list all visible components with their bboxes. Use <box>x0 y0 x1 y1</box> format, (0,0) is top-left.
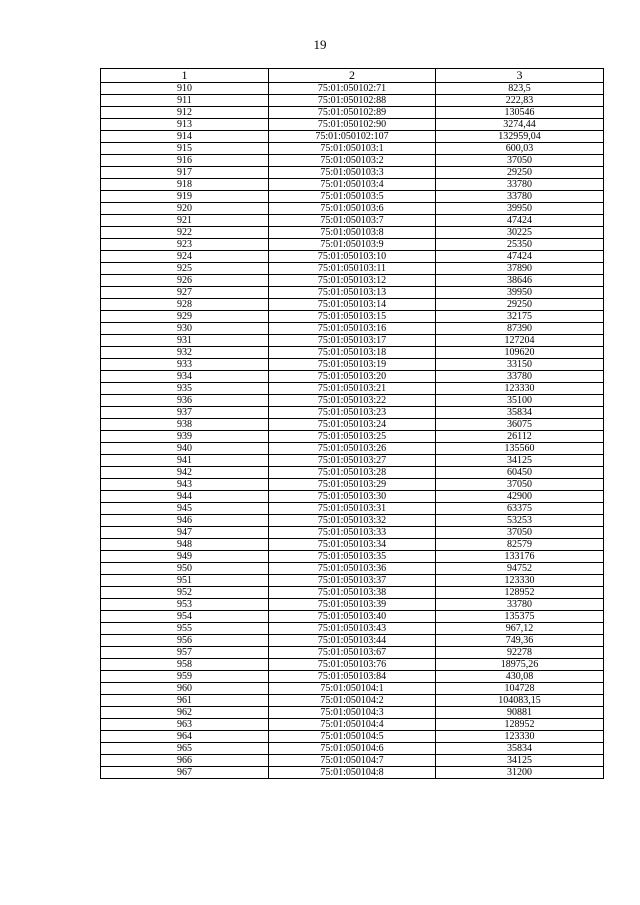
table-row <box>101 95 604 107</box>
row-number-cell: 939 <box>101 431 269 443</box>
cadastral-number-cell: 75:01:050104:2 <box>269 695 436 707</box>
table-row <box>101 347 604 359</box>
value-cell: 53253 <box>436 515 604 527</box>
value-cell: 18975,26 <box>436 659 604 671</box>
table-row <box>101 119 604 131</box>
row-number-cell: 937 <box>101 407 269 419</box>
cadastral-number-cell: 75:01:050103:29 <box>269 479 436 491</box>
table-row <box>101 515 604 527</box>
value-cell: 36075 <box>436 419 604 431</box>
row-number-cell: 912 <box>101 107 269 119</box>
cadastral-number-cell: 75:01:050103:22 <box>269 395 436 407</box>
table-header <box>101 69 604 83</box>
table-row <box>101 563 604 575</box>
cadastral-number-cell: 75:01:050103:40 <box>269 611 436 623</box>
table-row <box>101 455 604 467</box>
table-row <box>101 179 604 191</box>
value-cell: 33780 <box>436 371 604 383</box>
cadastral-number-cell: 75:01:050103:30 <box>269 491 436 503</box>
value-cell: 39950 <box>436 287 604 299</box>
cadastral-number-cell: 75:01:050104:8 <box>269 767 436 779</box>
table-body <box>101 83 604 779</box>
table-row <box>101 335 604 347</box>
row-number-cell: 923 <box>101 239 269 251</box>
row-number-cell: 959 <box>101 671 269 683</box>
table-row <box>101 479 604 491</box>
table-row <box>101 395 604 407</box>
table-row <box>101 551 604 563</box>
cadastral-number-cell: 75:01:050102:89 <box>269 107 436 119</box>
value-cell: 31200 <box>436 767 604 779</box>
row-number-cell: 960 <box>101 683 269 695</box>
table-row <box>101 287 604 299</box>
cadastral-number-cell: 75:01:050103:37 <box>269 575 436 587</box>
column-header-1: 1 <box>101 69 269 83</box>
value-cell: 26112 <box>436 431 604 443</box>
table-row <box>101 215 604 227</box>
cadastral-number-cell: 75:01:050103:18 <box>269 347 436 359</box>
cadastral-number-cell: 75:01:050103:26 <box>269 443 436 455</box>
table-row <box>101 227 604 239</box>
table-row <box>101 371 604 383</box>
row-number-cell: 933 <box>101 359 269 371</box>
value-cell: 60450 <box>436 467 604 479</box>
value-cell: 37050 <box>436 155 604 167</box>
row-number-cell: 920 <box>101 203 269 215</box>
cadastral-number-cell: 75:01:050103:2 <box>269 155 436 167</box>
cadastral-number-cell: 75:01:050104:3 <box>269 707 436 719</box>
row-number-cell: 921 <box>101 215 269 227</box>
table-row <box>101 527 604 539</box>
row-number-cell: 950 <box>101 563 269 575</box>
cadastral-number-cell: 75:01:050103:10 <box>269 251 436 263</box>
cadastral-number-cell: 75:01:050102:71 <box>269 83 436 95</box>
row-number-cell: 967 <box>101 767 269 779</box>
table-row <box>101 755 604 767</box>
value-cell: 123330 <box>436 383 604 395</box>
value-cell: 967,12 <box>436 623 604 635</box>
value-cell: 823,5 <box>436 83 604 95</box>
row-number-cell: 931 <box>101 335 269 347</box>
row-number-cell: 918 <box>101 179 269 191</box>
table-row <box>101 683 604 695</box>
cadastral-number-cell: 75:01:050104:1 <box>269 683 436 695</box>
table-row <box>101 323 604 335</box>
value-cell: 222,83 <box>436 95 604 107</box>
header-row <box>101 69 604 83</box>
table-row <box>101 491 604 503</box>
row-number-cell: 927 <box>101 287 269 299</box>
cadastral-number-cell: 75:01:050103:19 <box>269 359 436 371</box>
table-row <box>101 251 604 263</box>
cadastral-number-cell: 75:01:050103:67 <box>269 647 436 659</box>
table-row <box>101 299 604 311</box>
row-number-cell: 954 <box>101 611 269 623</box>
row-number-cell: 963 <box>101 719 269 731</box>
cadastral-number-cell: 75:01:050103:36 <box>269 563 436 575</box>
table-row <box>101 635 604 647</box>
value-cell: 34125 <box>436 455 604 467</box>
table-row <box>101 143 604 155</box>
row-number-cell: 934 <box>101 371 269 383</box>
row-number-cell: 942 <box>101 467 269 479</box>
row-number-cell: 914 <box>101 131 269 143</box>
value-cell: 37890 <box>436 263 604 275</box>
value-cell: 430,08 <box>436 671 604 683</box>
value-cell: 3274,44 <box>436 119 604 131</box>
value-cell: 132959,04 <box>436 131 604 143</box>
row-number-cell: 930 <box>101 323 269 335</box>
table-row <box>101 671 604 683</box>
cadastral-number-cell: 75:01:050104:6 <box>269 743 436 755</box>
table-row <box>101 467 604 479</box>
cadastral-number-cell: 75:01:050102:88 <box>269 95 436 107</box>
value-cell: 94752 <box>436 563 604 575</box>
value-cell: 32175 <box>436 311 604 323</box>
cadastral-number-cell: 75:01:050103:16 <box>269 323 436 335</box>
cadastral-number-cell: 75:01:050103:28 <box>269 467 436 479</box>
value-cell: 128952 <box>436 587 604 599</box>
value-cell: 30225 <box>436 227 604 239</box>
table-row <box>101 707 604 719</box>
cadastral-number-cell: 75:01:050103:27 <box>269 455 436 467</box>
table-row <box>101 611 604 623</box>
value-cell: 87390 <box>436 323 604 335</box>
table-row <box>101 131 604 143</box>
table-row <box>101 263 604 275</box>
table-row <box>101 719 604 731</box>
cadastral-number-cell: 75:01:050103:23 <box>269 407 436 419</box>
row-number-cell: 951 <box>101 575 269 587</box>
cadastral-number-cell: 75:01:050102:90 <box>269 119 436 131</box>
table-row <box>101 503 604 515</box>
table-row <box>101 623 604 635</box>
cadastral-number-cell: 75:01:050103:6 <box>269 203 436 215</box>
value-cell: 38646 <box>436 275 604 287</box>
row-number-cell: 952 <box>101 587 269 599</box>
table-row <box>101 587 604 599</box>
row-number-cell: 922 <box>101 227 269 239</box>
cadastral-number-cell: 75:01:050104:7 <box>269 755 436 767</box>
value-cell: 749,36 <box>436 635 604 647</box>
row-number-cell: 910 <box>101 83 269 95</box>
value-cell: 37050 <box>436 527 604 539</box>
cadastral-number-cell: 75:01:050102:107 <box>269 131 436 143</box>
table-row <box>101 431 604 443</box>
row-number-cell: 943 <box>101 479 269 491</box>
row-number-cell: 926 <box>101 275 269 287</box>
value-cell: 35834 <box>436 407 604 419</box>
cadastral-number-cell: 75:01:050103:11 <box>269 263 436 275</box>
cadastral-number-cell: 75:01:050103:32 <box>269 515 436 527</box>
value-cell: 127204 <box>436 335 604 347</box>
cadastral-number-cell: 75:01:050103:35 <box>269 551 436 563</box>
value-cell: 35834 <box>436 743 604 755</box>
cadastral-number-cell: 75:01:050103:14 <box>269 299 436 311</box>
cadastral-number-cell: 75:01:050103:31 <box>269 503 436 515</box>
cadastral-number-cell: 75:01:050103:5 <box>269 191 436 203</box>
value-cell: 33780 <box>436 179 604 191</box>
table-row <box>101 383 604 395</box>
value-cell: 109620 <box>436 347 604 359</box>
table-row <box>101 743 604 755</box>
value-cell: 135560 <box>436 443 604 455</box>
cadastral-number-cell: 75:01:050103:44 <box>269 635 436 647</box>
table-row <box>101 659 604 671</box>
cadastral-number-cell: 75:01:050103:38 <box>269 587 436 599</box>
table-row <box>101 155 604 167</box>
value-cell: 33780 <box>436 191 604 203</box>
table-row <box>101 83 604 95</box>
table-row <box>101 695 604 707</box>
value-cell: 29250 <box>436 299 604 311</box>
row-number-cell: 947 <box>101 527 269 539</box>
table-row <box>101 443 604 455</box>
cadastral-number-cell: 75:01:050104:4 <box>269 719 436 731</box>
row-number-cell: 911 <box>101 95 269 107</box>
value-cell: 29250 <box>436 167 604 179</box>
value-cell: 128952 <box>436 719 604 731</box>
row-number-cell: 958 <box>101 659 269 671</box>
row-number-cell: 964 <box>101 731 269 743</box>
row-number-cell: 915 <box>101 143 269 155</box>
table-row <box>101 359 604 371</box>
table-row <box>101 767 604 779</box>
value-cell: 47424 <box>436 215 604 227</box>
row-number-cell: 938 <box>101 419 269 431</box>
table-row <box>101 107 604 119</box>
value-cell: 42900 <box>436 491 604 503</box>
value-cell: 37050 <box>436 479 604 491</box>
row-number-cell: 955 <box>101 623 269 635</box>
value-cell: 25350 <box>436 239 604 251</box>
table-row <box>101 647 604 659</box>
value-cell: 600,03 <box>436 143 604 155</box>
table-row <box>101 167 604 179</box>
table-row <box>101 575 604 587</box>
cadastral-number-cell: 75:01:050103:39 <box>269 599 436 611</box>
row-number-cell: 928 <box>101 299 269 311</box>
row-number-cell: 940 <box>101 443 269 455</box>
value-cell: 34125 <box>436 755 604 767</box>
value-cell: 104728 <box>436 683 604 695</box>
row-number-cell: 913 <box>101 119 269 131</box>
row-number-cell: 925 <box>101 263 269 275</box>
cadastral-number-cell: 75:01:050103:21 <box>269 383 436 395</box>
row-number-cell: 924 <box>101 251 269 263</box>
value-cell: 92278 <box>436 647 604 659</box>
cadastral-number-cell: 75:01:050104:5 <box>269 731 436 743</box>
table-row <box>101 599 604 611</box>
cadastral-number-cell: 75:01:050103:25 <box>269 431 436 443</box>
cadastral-number-cell: 75:01:050103:8 <box>269 227 436 239</box>
value-cell: 123330 <box>436 731 604 743</box>
cadastral-number-cell: 75:01:050103:24 <box>269 419 436 431</box>
value-cell: 133176 <box>436 551 604 563</box>
row-number-cell: 956 <box>101 635 269 647</box>
cadastral-number-cell: 75:01:050103:43 <box>269 623 436 635</box>
row-number-cell: 962 <box>101 707 269 719</box>
row-number-cell: 932 <box>101 347 269 359</box>
cadastral-number-cell: 75:01:050103:34 <box>269 539 436 551</box>
cadastral-number-cell: 75:01:050103:13 <box>269 287 436 299</box>
row-number-cell: 957 <box>101 647 269 659</box>
cadastral-number-cell: 75:01:050103:20 <box>269 371 436 383</box>
cadastral-number-cell: 75:01:050103:15 <box>269 311 436 323</box>
value-cell: 104083,15 <box>436 695 604 707</box>
table-row <box>101 191 604 203</box>
row-number-cell: 936 <box>101 395 269 407</box>
table-row <box>101 407 604 419</box>
value-cell: 35100 <box>436 395 604 407</box>
value-cell: 123330 <box>436 575 604 587</box>
row-number-cell: 944 <box>101 491 269 503</box>
cadastral-number-cell: 75:01:050103:84 <box>269 671 436 683</box>
row-number-cell: 916 <box>101 155 269 167</box>
cadastral-number-cell: 75:01:050103:9 <box>269 239 436 251</box>
table-row <box>101 419 604 431</box>
table-row <box>101 311 604 323</box>
table-row <box>101 275 604 287</box>
page-number: 19 <box>313 37 327 52</box>
row-number-cell: 941 <box>101 455 269 467</box>
value-cell: 33780 <box>436 599 604 611</box>
value-cell: 47424 <box>436 251 604 263</box>
row-number-cell: 961 <box>101 695 269 707</box>
row-number-cell: 949 <box>101 551 269 563</box>
cadastral-number-cell: 75:01:050103:76 <box>269 659 436 671</box>
value-cell: 82579 <box>436 539 604 551</box>
table-row <box>101 203 604 215</box>
row-number-cell: 953 <box>101 599 269 611</box>
value-cell: 130546 <box>436 107 604 119</box>
cadastral-number-cell: 75:01:050103:1 <box>269 143 436 155</box>
value-cell: 63375 <box>436 503 604 515</box>
table-row <box>101 239 604 251</box>
table-row <box>101 539 604 551</box>
row-number-cell: 929 <box>101 311 269 323</box>
row-number-cell: 965 <box>101 743 269 755</box>
column-header-3: 3 <box>436 69 604 83</box>
cadastral-number-cell: 75:01:050103:12 <box>269 275 436 287</box>
cadastral-number-cell: 75:01:050103:17 <box>269 335 436 347</box>
row-number-cell: 945 <box>101 503 269 515</box>
cadastral-number-cell: 75:01:050103:7 <box>269 215 436 227</box>
row-number-cell: 966 <box>101 755 269 767</box>
row-number-cell: 917 <box>101 167 269 179</box>
value-cell: 135375 <box>436 611 604 623</box>
row-number-cell: 948 <box>101 539 269 551</box>
value-cell: 39950 <box>436 203 604 215</box>
row-number-cell: 919 <box>101 191 269 203</box>
cadastral-number-cell: 75:01:050103:3 <box>269 167 436 179</box>
cadastral-number-cell: 75:01:050103:33 <box>269 527 436 539</box>
value-cell: 33150 <box>436 359 604 371</box>
row-number-cell: 935 <box>101 383 269 395</box>
column-header-2: 2 <box>269 69 436 83</box>
cadastral-table <box>100 68 604 779</box>
value-cell: 90881 <box>436 707 604 719</box>
row-number-cell: 946 <box>101 515 269 527</box>
cadastral-number-cell: 75:01:050103:4 <box>269 179 436 191</box>
table-row <box>101 731 604 743</box>
